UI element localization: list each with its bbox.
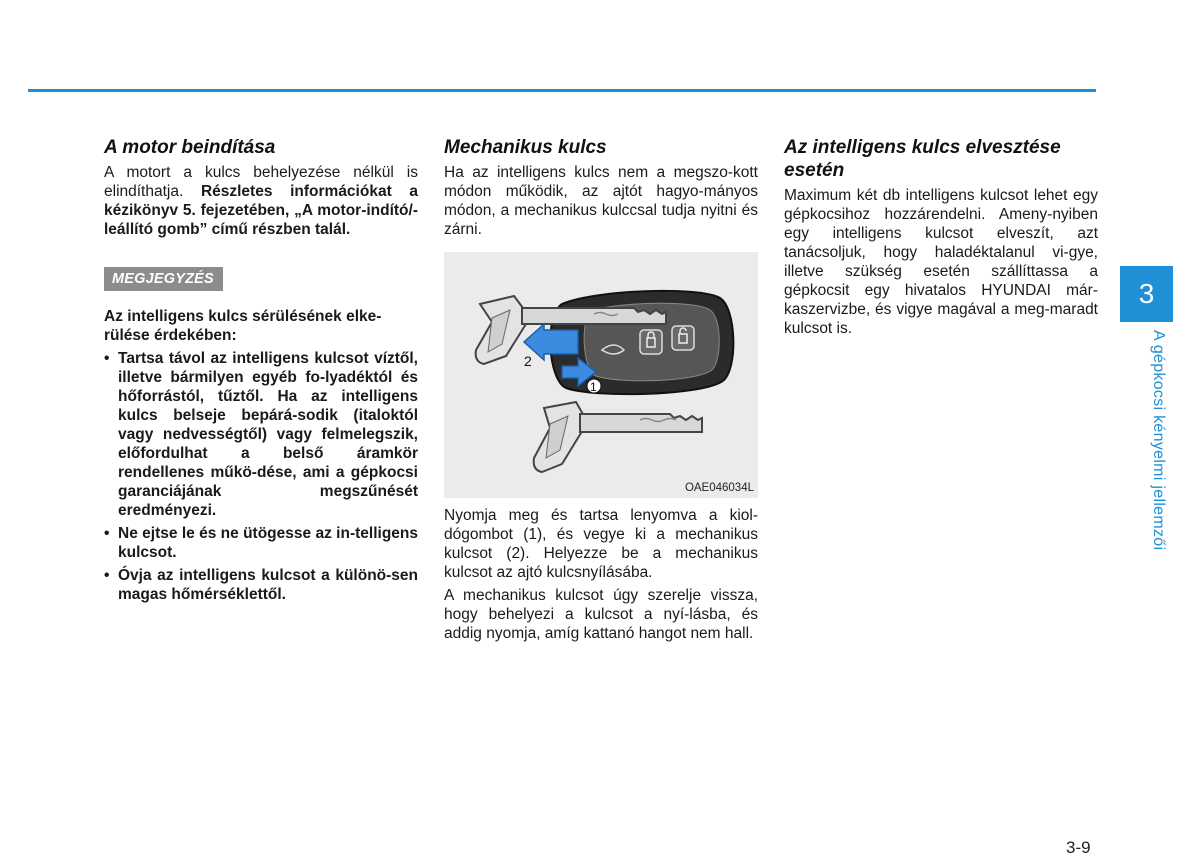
key-illustration — [444, 252, 758, 498]
lost-key-paragraph: Maximum két db intelligens kulcsot lehet egy gépkocsihoz hozzárendelni. Ameny-nyiben egy intelligens kulcsot elveszít, azt tanácsoljuk, hogy haladéktalanul vi-gye, illetve szükség esetén szállíttassa a gépkocsit egy hivatalos HYUNDAI már-kaszervizbe, és vigye magával a meg-maradt kulcsot is. — [784, 187, 1098, 337]
chapter-tab: 3 — [1120, 266, 1173, 322]
mechanical-key-bottom — [534, 402, 702, 472]
lock-button-icon — [640, 330, 662, 354]
engine-start-text: A motort a kulcs behelyezése nélkül is elindíthatja. — [104, 164, 418, 200]
mechanical-key-removal-text: Nyomja meg és tartsa lenyomva a kiol-dógombot (1), és vegye ki a mechanikus kulcsot (2). Helyezze be a mechanikus kulcsot az ajtó kulcsnyílásába. — [444, 507, 758, 581]
unlock-button-icon — [672, 326, 694, 350]
note-bullet: • Tartsa távol az intelligens kulcsot víztől, illetve bármilyen egyéb fo-lyadéktól és hőforrástól, tűztől. Ha az intelligens kulcs belseje bepárá-sodik (italoktól vagy nedvességtől) vagy felmelegszik, előfordulhat a belső áramkör rendellenes műkö-dése, ami a gépkocsi garanciájának megszűnését eredményezi. — [104, 349, 418, 520]
note-bullet: • Ne ejtse le és ne ütögesse az in-telligens kulcsot. — [104, 524, 418, 562]
engine-start-paragraph — [104, 163, 418, 239]
note-heading: Az intelligens kulcs sérülésének elke-rülése érdekében: — [104, 308, 382, 344]
column-mechanical-key — [444, 136, 758, 643]
column-lost-key — [784, 136, 1098, 338]
pull-arrow-icon — [524, 324, 578, 360]
note-badge: MEGJEGYZÉS — [104, 267, 223, 291]
callout-1: 1 — [590, 380, 597, 394]
note-bullet-list — [104, 349, 418, 604]
engine-start-bold-text: Részletes információkat a kézikönyv 5. fejezetében, „A motor-indító/-leállító gomb” című részben talál. — [104, 183, 418, 238]
mechanical-key-intro: Ha az intelligens kulcs nem a megszo-kott módon működik, az ajtót hagyo-mányos módon, a mechanikus kulccsal tudja nyitni és zárni. — [444, 164, 758, 238]
note-bullet: • Óvja az intelligens kulcsot a különö-sen magas hőmérséklettől. — [104, 566, 418, 604]
top-rule — [28, 89, 1096, 92]
chapter-title-vertical: A gépkocsi kényelmi jellemzői — [1150, 330, 1167, 551]
figure-code: OAE046034L — [684, 482, 754, 494]
heading-mechanical-key: Mechanikus kulcs — [444, 137, 607, 158]
page-number: 3-9 — [1066, 838, 1091, 857]
heading-lost-key: Az intelligens kulcs elvesztése esetén — [784, 137, 1061, 181]
callout-2: 2 — [524, 353, 532, 369]
heading-engine-start: A motor beindítása — [104, 137, 276, 158]
column-engine-start — [104, 136, 418, 608]
key-illustration-svg — [444, 252, 758, 498]
mechanical-key-reinsert-text: A mechanikus kulcsot úgy szerelje vissza, hogy behelyezi a kulcsot a nyí-lásba, és addig nyomja, amíg kattanó hangot nem hall. — [444, 587, 758, 642]
